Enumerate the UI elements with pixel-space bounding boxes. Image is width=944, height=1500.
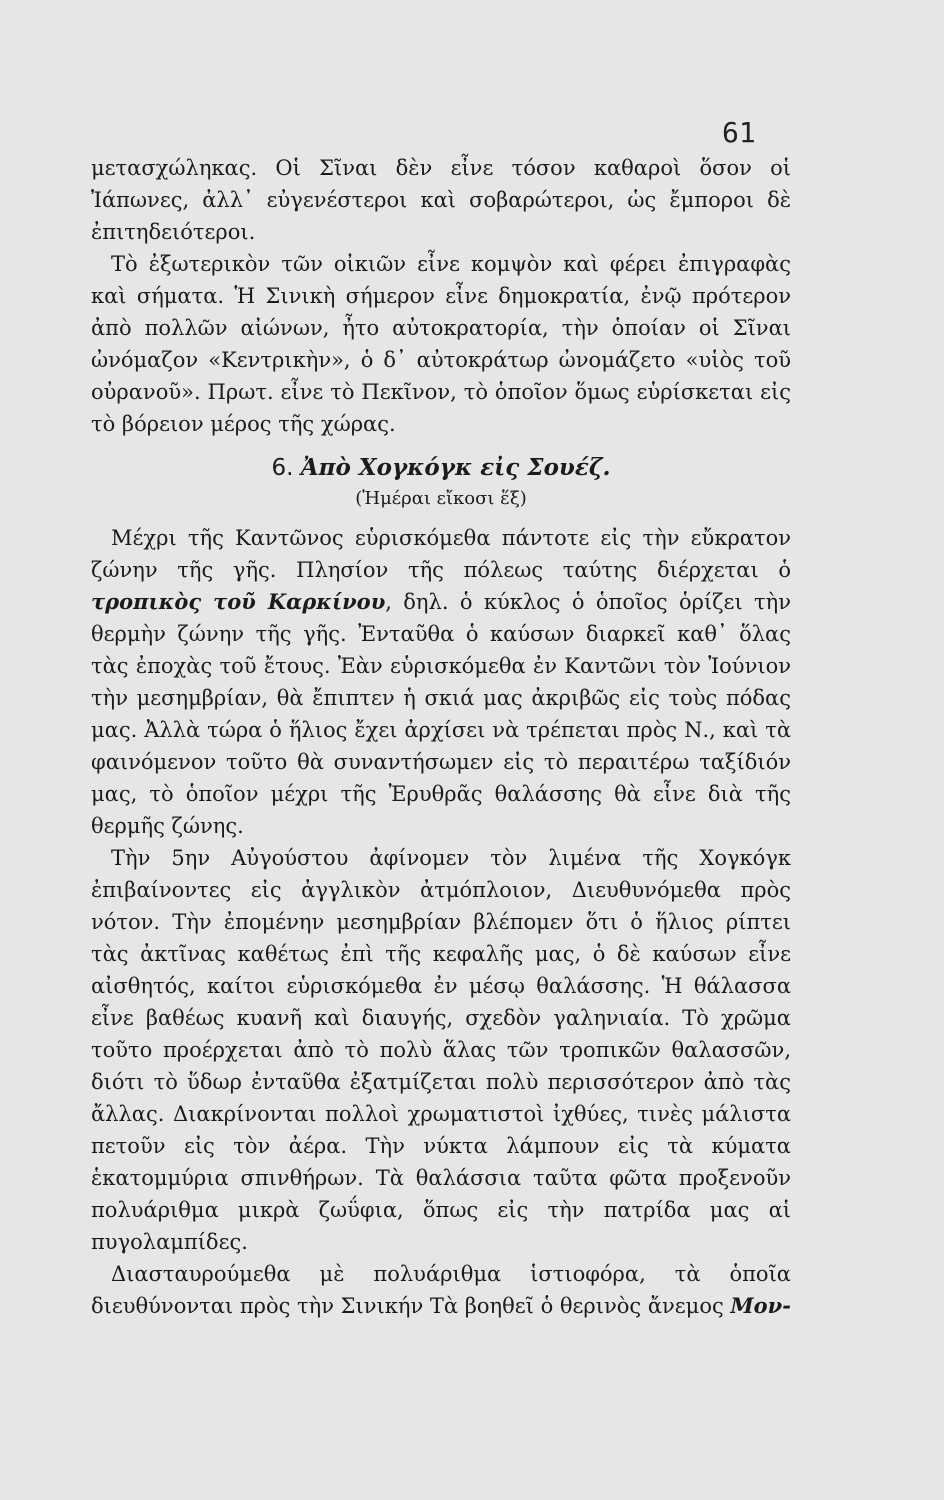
paragraph-2: Τὸ ἐξωτερικὸν τῶν οἰκιῶν εἶνε κομψὸν καὶ φέρει ἐπιγραφὰς καὶ σήματα. Ἡ Σινικὴ σήμερον εἶνε δημοκρατία, ἐνῷ πρότερον ἀπὸ πολλῶν αἰώνων, ἦτο αὐτοκρατορία, τὴν ὁποίαν οἱ Σῖναι ὠνόμαζον «Κεντρικὴν», ὁ δ᾽ αὐτοκράτωρ ὠνομάζετο «υἱὸς τοῦ οὐρανοῦ». Πρωτ. εἶνε τὸ Πεκῖνον, τὸ ὁποῖον ὅμως εὑρίσκεται εἰς τὸ βόρειον μέρος τῆς χώρας. xyxy=(91,252,791,436)
section-paragraph-1 xyxy=(91,522,791,842)
section-paragraph-3-part1: Διασταυρούμεθα μὲ πολυάριθμα ἱστιοφόρα, τὰ ὁποῖα διευθύνονται πρὸς τὴν Σινικήν Τὰ βοηθεῖ ὁ θερινὸς ἄνεμος xyxy=(91,1262,791,1318)
section-paragraph-1-part2: , δηλ. ὁ κύκλος ὁ ὁποῖος ὁρίζει τὴν θερμὴν ζώνην τῆς γῆς. Ἐνταῦθα ὁ καύσων διαρκεῖ καθ᾽ ὅλας τὰς ἐποχὰς τοῦ ἔτους. Ἐὰν εὑρισκόμεθα ἐν Καντῶνι τὸν Ἰούνιον τὴν μεσημβρίαν, θὰ ἔπιπτεν ἡ σκιά μας ἀκριβῶς εἰς τοὺς πόδας μας. Ἀλλὰ τώρα ὁ ἥλιος ἔχει ἀρχίσει νὰ τρέπεται πρὸς Ν., καὶ τὰ φαινόμενον τοῦτο θὰ συναντήσωμεν εἰς τὸ περαιτέρω ταξίδιόν μας, τὸ ὁποῖον μέχρι τῆς Ἐρυθρᾶς θαλάσσης θὰ εἶνε διὰ τῆς θερμῆς ζώνης. xyxy=(91,590,791,838)
section-paragraph-3 xyxy=(91,1258,791,1322)
paragraph-1: μετασχώληκας. Οἱ Σῖναι δὲν εἶνε τόσον καθαροὶ ὅσον οἱ Ἰάπωνες, ἀλλ᾽ εὐγενέστεροι καὶ σοβαρώτεροι, ὡς ἔμποροι δὲ ἐπιτηδειότεροι. xyxy=(91,156,791,244)
page-number: 61 xyxy=(722,116,756,149)
section-title: Ἀπὸ Χογκόγκ εἰς Σουέζ. xyxy=(300,454,611,481)
body-text xyxy=(91,152,791,1322)
section-number: 6. xyxy=(271,455,294,481)
section-heading xyxy=(91,452,791,484)
tropic-of-cancer-emphasis: τροπικὸς τοῦ Καρκίνου xyxy=(91,589,386,614)
section-paragraph-2: Τὴν 5ην Αὐγούστου ἀφίνομεν τὸν λιμένα τῆς Χογκόγκ ἐπιβαίνοντες εἰς ἀγγλικὸν ἀτμόπλοιον, Διευθυνόμεθα πρὸς νότον. Τὴν ἐπομένην μεσημβρίαν βλέπομεν ὅτι ὁ ἥλιος ρίπτει τὰς ἀκτῖνας καθέτως ἐπὶ τῆς κεφαλῆς μας, ὁ δὲ καύσων εἶνε αἰσθητός, καίτοι εὑρισκόμεθα ἐν μέσῳ θαλάσσης. Ἡ θάλασσα εἶνε βαθέως κυανῆ καὶ διαυγής, σχεδὸν γαληνιαία. Τὸ χρῶμα τοῦτο προέρχεται ἀπὸ τὸ πολὺ ἅλας τῶν τροπικῶν θαλασσῶν, διότι τὸ ὕδωρ ἐνταῦθα ἐξατμίζεται πολὺ περισσότερον ἀπὸ τὰς ἄλλας. Διακρίνονται πολλοὶ χρωματιστοὶ ἰχθύες, τινὲς μάλιστα πετοῦν εἰς τὸν ἀέρα. Τὴν νύκτα λάμπουν εἰς τὰ κύματα ἑκατομμύρια σπινθήρων. Τὰ θαλάσσια ταῦτα φῶτα προξενοῦν πολυάριθμα μικρὰ ζωΰφια, ὅπως εἰς τὴν πατρίδα μας αἱ πυγολαμπίδες. xyxy=(91,846,791,1254)
monsoon-emphasis: Μον- xyxy=(730,1293,791,1318)
section-subtitle: (Ἡμέραι εἴκοσι ἕξ) xyxy=(355,488,527,509)
section-paragraph-1-part1: Μέχρι τῆς Καντῶνος εὑρισκόμεθα πάντοτε εἰς τὴν εὔκρατον ζώνην τῆς γῆς. Πλησίον τῆς πόλεως ταύτης διέρχεται ὁ xyxy=(91,526,791,582)
